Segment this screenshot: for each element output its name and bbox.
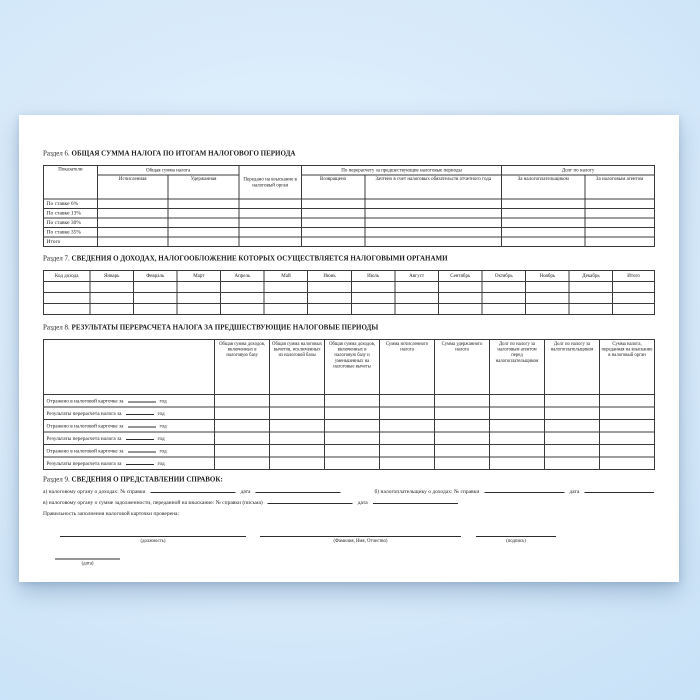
empty-cell (221, 282, 265, 293)
empty-cell (585, 199, 655, 209)
empty-cell (544, 432, 599, 445)
table-row (44, 293, 655, 304)
empty-cell (325, 432, 380, 445)
line-a-text: а) налоговому органу о доходах: № справки (43, 488, 146, 495)
table-row (44, 304, 655, 315)
empty-cell (215, 457, 270, 470)
row-label-recalc (44, 432, 215, 445)
col-group-total-tax: Общая сумма налога (97, 166, 239, 176)
col-header-deductions-excluded: Общая сумма налоговых вычетов, исключенных из налоговой базы (270, 340, 325, 395)
table-row (44, 420, 655, 433)
col-header-calculated-tax: Сумма исчисленного налога (380, 340, 435, 395)
empty-cell (168, 237, 239, 247)
col-header-debt-by-taxpayer: Долг по налогу за налогоплательщиком (544, 340, 599, 395)
empty-cell (395, 293, 439, 304)
empty-cell (44, 304, 90, 315)
empty-cell (215, 445, 270, 458)
row-label-text: Отражено в налоговой карточке за (46, 448, 124, 454)
empty-cell (544, 395, 599, 408)
empty-cell (264, 282, 308, 293)
empty-cell (380, 445, 435, 458)
empty-cell (325, 395, 380, 408)
empty-cell (215, 432, 270, 445)
col-header-calculated: Исчисленная (97, 175, 168, 199)
section9-title (43, 476, 655, 484)
empty-cell (97, 237, 168, 247)
col-header-debt-by-agent: Долг по налогу за налоговым агентом перед налогоплательщиком (490, 340, 545, 395)
table-row (44, 445, 655, 458)
empty-cell (301, 228, 365, 238)
empty-cell (44, 282, 90, 293)
form-sheet (19, 115, 679, 566)
empty-cell (97, 218, 168, 228)
signature-row (43, 529, 655, 544)
col-header-indicators: Показатели (44, 166, 98, 200)
col-header-withheld-tax: Сумма удержанного налога (435, 340, 490, 395)
empty-cell (365, 199, 502, 209)
col-group-recalc: По перерасчету за предшествующие налоговые периоды (301, 166, 501, 176)
section8-title-text: РЕЗУЛЬТАТЫ ПЕРЕРАСЧЕТА НАЛОГА ЗА ПРЕДШЕСТВУЮЩИЕ НАЛОГОВЫЕ ПЕРИОДЫ (71, 324, 379, 332)
empty-cell (351, 282, 395, 293)
empty-cell (270, 432, 325, 445)
col-header-blank (44, 340, 215, 395)
section6-title (43, 150, 655, 158)
year-blank-field (128, 447, 156, 453)
document-page (19, 115, 679, 582)
empty-cell (215, 395, 270, 408)
empty-cell (168, 209, 239, 219)
col-header-december: Декабрь (569, 271, 613, 282)
empty-cell (270, 445, 325, 458)
empty-cell (438, 293, 482, 304)
date-label: дата (569, 488, 580, 495)
empty-cell (270, 457, 325, 470)
empty-cell (435, 407, 490, 420)
empty-cell (613, 282, 655, 293)
empty-cell (301, 209, 365, 219)
row-label-text: Отражено в налоговой карточке за (46, 398, 124, 404)
table-row (44, 432, 655, 445)
empty-cell (239, 199, 301, 209)
col-header-transferred: Передано на взыскание в налоговый орган (239, 166, 301, 200)
empty-cell (526, 282, 570, 293)
empty-cell (599, 432, 654, 445)
empty-cell (569, 293, 613, 304)
empty-cell (482, 282, 526, 293)
col-header-february: Февраль (133, 271, 177, 282)
empty-cell (365, 218, 502, 228)
col-header-june: Июнь (308, 271, 352, 282)
empty-cell (239, 218, 301, 228)
line-b-text: б) налогоплательщику о доходах: № справки (374, 488, 480, 495)
signature-position-block (60, 529, 246, 544)
date-b-field (584, 492, 654, 494)
sign-caption: (подпись) (506, 538, 526, 544)
empty-cell (435, 395, 490, 408)
empty-cell (502, 237, 585, 247)
empty-cell (308, 282, 352, 293)
row-label-text: Результаты перерасчета налога за (46, 460, 122, 467)
table-row (44, 228, 655, 238)
cert-number-a-field (150, 492, 235, 494)
section8-title (43, 324, 655, 332)
col-header-august: Август (395, 271, 439, 282)
empty-cell (599, 407, 654, 420)
row-label-reflected (44, 420, 215, 433)
empty-cell (502, 228, 585, 238)
empty-cell (221, 293, 265, 304)
section7-title-text: СВЕДЕНИЯ О ДОХОДАХ, НАЛОГООБЛОЖЕНИЕ КОТОРЫХ ОСУЩЕСТВЛЯЕТСЯ НАЛОГОВЫМИ ОРГАНАМИ (71, 255, 448, 263)
empty-cell (599, 395, 654, 408)
empty-cell (569, 282, 613, 293)
row-label-reflected (44, 395, 215, 408)
certificates-line-ab (43, 488, 655, 495)
empty-cell (215, 420, 270, 433)
date-label: дата (240, 488, 251, 495)
empty-cell (490, 395, 545, 408)
col-header-debt-taxpayer: За налогоплательщиком (502, 175, 585, 199)
empty-cell (90, 293, 134, 304)
empty-cell (599, 457, 654, 470)
col-header-april: Апрель (221, 271, 265, 282)
row-label-rate-35: По ставке 35% (44, 228, 98, 238)
empty-cell (325, 420, 380, 433)
empty-cell (435, 420, 490, 433)
empty-cell (613, 304, 655, 315)
fio-field (260, 529, 461, 537)
cert-number-v-field (268, 503, 353, 505)
check-line-text: Правильность заполнения налоговой карточки проверена: (43, 510, 179, 517)
year-blank-field (128, 422, 156, 428)
empty-cell (490, 407, 545, 420)
empty-cell (544, 445, 599, 458)
year-suffix: год (157, 460, 165, 467)
table-row (44, 209, 655, 219)
empty-cell (435, 457, 490, 470)
empty-cell (97, 228, 168, 238)
empty-cell (44, 293, 90, 304)
empty-cell (599, 445, 654, 458)
table-row (44, 282, 655, 293)
empty-cell (490, 432, 545, 445)
year-blank-field (128, 397, 156, 403)
section6-title-text: ОБЩАЯ СУММА НАЛОГА ПО ИТОГАМ НАЛОГОВОГО ПЕРИОДА (71, 150, 296, 158)
signature-fio-block (260, 529, 461, 544)
table-row (44, 199, 655, 209)
year-blank-field (126, 434, 154, 440)
col-header-income-code: Код дохода (44, 271, 90, 282)
empty-cell (325, 407, 380, 420)
empty-cell (365, 237, 502, 247)
empty-cell (264, 304, 308, 315)
empty-cell (585, 218, 655, 228)
table-row (44, 218, 655, 228)
empty-cell (221, 304, 265, 315)
empty-cell (133, 282, 177, 293)
year-suffix: год (159, 423, 167, 429)
row-label-recalc (44, 407, 215, 420)
row-label-reflected (44, 445, 215, 458)
row-label-text: Отражено в налоговой карточке за (46, 423, 124, 429)
empty-cell (585, 237, 655, 247)
col-header-july: Июль (351, 271, 395, 282)
empty-cell (270, 420, 325, 433)
empty-cell (308, 304, 352, 315)
section8-table (43, 339, 655, 470)
col-header-debt-agent: За налоговым агентом (585, 175, 655, 199)
empty-cell (239, 237, 301, 247)
empty-cell (599, 420, 654, 433)
empty-cell (435, 445, 490, 458)
section9-title-text: СВЕДЕНИЯ О ПРЕДСТАВЛЕНИИ СПРАВОК: (71, 476, 223, 484)
year-suffix: год (157, 410, 165, 417)
empty-cell (613, 293, 655, 304)
empty-cell (438, 282, 482, 293)
table-row (44, 407, 655, 420)
col-header-january: Январь (90, 271, 134, 282)
signature-sign-block (476, 529, 556, 544)
section6-title-prefix: Раздел 6. (43, 150, 70, 158)
empty-cell (351, 304, 395, 315)
empty-cell (177, 282, 221, 293)
sign-field (476, 529, 556, 537)
row-label-rate-30: По ставке 30% (44, 218, 98, 228)
col-header-march: Март (177, 271, 221, 282)
row-label-text: Результаты перерасчета налога за (46, 435, 122, 442)
table-row (44, 457, 655, 470)
col-header-september: Сентябрь (438, 271, 482, 282)
cert-number-b-field (484, 492, 564, 494)
col-header-withheld: Удержанная (168, 175, 239, 199)
empty-cell (239, 228, 301, 238)
row-label-rate-6: По ставке 6% (44, 199, 98, 209)
year-suffix: год (159, 448, 167, 454)
empty-cell (365, 228, 502, 238)
col-header-may: Май (264, 271, 308, 282)
section9-title-prefix: Раздел 9. (43, 476, 70, 484)
section8-header-row (44, 340, 655, 395)
empty-cell (365, 209, 502, 219)
col-header-november: Ноябрь (526, 271, 570, 282)
empty-cell (177, 304, 221, 315)
section6-table (43, 165, 655, 247)
table-row (44, 395, 655, 408)
empty-cell (502, 218, 585, 228)
empty-cell (90, 282, 134, 293)
section7-title-prefix: Раздел 7. (43, 255, 70, 263)
section9 (43, 476, 655, 566)
position-caption: (должность) (140, 538, 166, 544)
empty-cell (351, 293, 395, 304)
empty-cell (380, 457, 435, 470)
fio-caption: (Фамилия, Имя, Отчество) (333, 538, 388, 544)
empty-cell (435, 432, 490, 445)
section6-header-row-1 (44, 166, 655, 176)
empty-cell (301, 199, 365, 209)
empty-cell (380, 420, 435, 433)
col-header-total: Итого (613, 271, 655, 282)
section6-header-row-2 (44, 175, 655, 199)
empty-cell (97, 199, 168, 209)
empty-cell (490, 420, 545, 433)
date-label: дата (357, 499, 368, 506)
empty-cell (168, 199, 239, 209)
empty-cell (301, 218, 365, 228)
year-suffix: год (159, 398, 167, 404)
empty-cell (325, 457, 380, 470)
empty-cell (133, 304, 177, 315)
year-suffix: год (157, 435, 165, 442)
year-blank-field (126, 459, 154, 465)
empty-cell (490, 457, 545, 470)
empty-cell (325, 445, 380, 458)
date-a-field (256, 492, 341, 494)
empty-cell (380, 407, 435, 420)
row-label-text: Результаты перерасчета налога за (46, 410, 122, 417)
empty-cell (438, 304, 482, 315)
empty-cell (585, 228, 655, 238)
date-caption: (дата) (81, 561, 94, 566)
empty-cell (168, 218, 239, 228)
empty-cell (544, 407, 599, 420)
empty-cell (526, 293, 570, 304)
empty-cell (380, 395, 435, 408)
col-header-october: Октябрь (482, 271, 526, 282)
empty-cell (585, 209, 655, 219)
empty-cell (380, 432, 435, 445)
row-label-total: Итого (44, 237, 98, 247)
empty-cell (97, 209, 168, 219)
empty-cell (544, 457, 599, 470)
row-label-recalc (44, 457, 215, 470)
empty-cell (526, 304, 570, 315)
empty-cell (490, 445, 545, 458)
empty-cell (239, 209, 301, 219)
empty-cell (482, 304, 526, 315)
year-blank-field (126, 409, 154, 415)
empty-cell (133, 293, 177, 304)
section7-table (43, 270, 655, 315)
empty-cell (301, 237, 365, 247)
empty-cell (502, 199, 585, 209)
col-header-returned: Возвращено (301, 175, 365, 199)
col-header-income-in-base: Общая сумма доходов, включенных в налоговую базу (215, 340, 270, 395)
check-line (43, 510, 655, 517)
empty-cell (395, 282, 439, 293)
certificates-line-v (43, 499, 655, 506)
section7-header-row (44, 271, 655, 282)
date-sign-field (55, 552, 120, 560)
signature-date-block (55, 552, 120, 567)
empty-cell (308, 293, 352, 304)
empty-cell (90, 304, 134, 315)
line-v-text: в) налоговому органу о сумме задолженности, переданной на взыскание: № справки (письма) (43, 499, 263, 506)
empty-cell (270, 407, 325, 420)
table-row (44, 237, 655, 247)
position-field (60, 529, 246, 537)
section7-title (43, 255, 655, 263)
empty-cell (264, 293, 308, 304)
empty-cell (395, 304, 439, 315)
date-v-field (373, 503, 458, 505)
col-group-debt: Долг по налогу (502, 166, 655, 176)
empty-cell (168, 228, 239, 238)
empty-cell (215, 407, 270, 420)
row-label-rate-13: По ставке 13% (44, 209, 98, 219)
empty-cell (569, 304, 613, 315)
empty-cell (177, 293, 221, 304)
empty-cell (544, 420, 599, 433)
empty-cell (502, 209, 585, 219)
section8-title-prefix: Раздел 8. (43, 324, 70, 332)
empty-cell (482, 293, 526, 304)
col-header-income-minus-deductions: Общая сумма доходов, включенных в налоговую базу и уменьшенных на налоговые вычеты (325, 340, 380, 395)
col-header-credited: Зачтено в счет налоговых обязательств отчетного года (365, 175, 502, 199)
empty-cell (270, 395, 325, 408)
col-header-tax-transferred: Сумма налога, переданная на взыскание в налоговый орган (599, 340, 654, 395)
